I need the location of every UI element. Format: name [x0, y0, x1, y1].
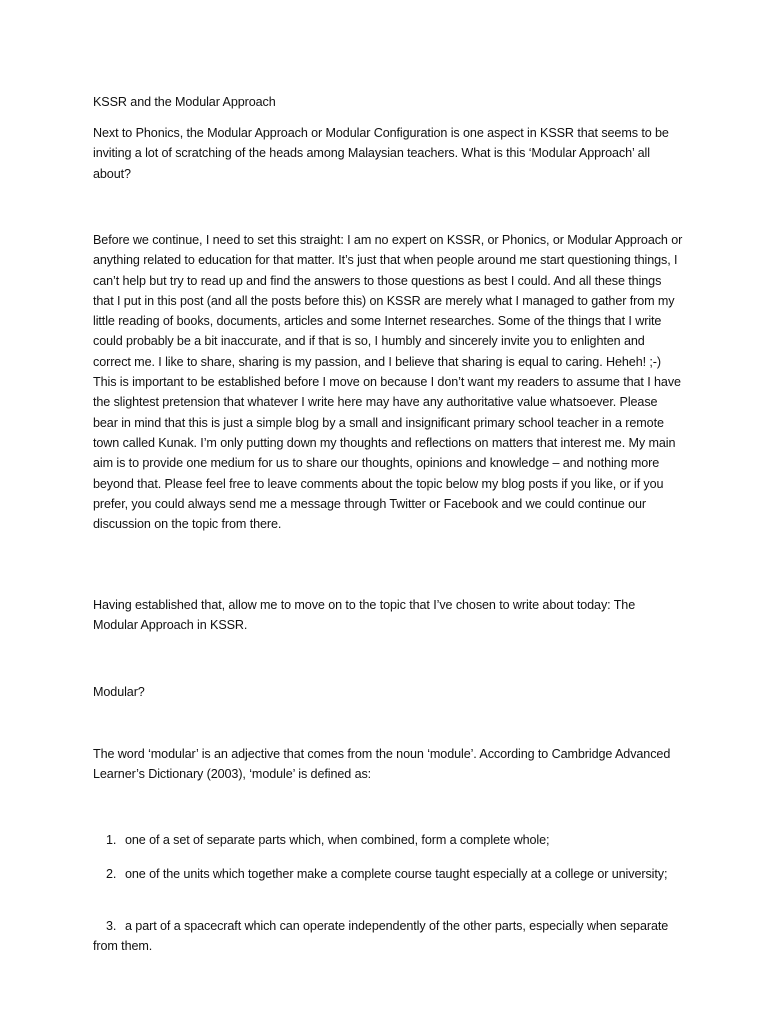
transition-paragraph: Having established that, allow me to move on to the topic that I’ve chosen to write about today: The Modular Approach in KSSR. [93, 598, 636, 633]
definition-list-item [93, 830, 683, 850]
definition-list-item [93, 916, 683, 957]
intro-paragraph: Next to Phonics, the Modular Approach or Modular Configuration is one aspect in KSSR that seems to be inviting a lot of scratching of the heads among Malaysian teachers. What is this ‘Modular Approach’ all about? [93, 126, 669, 181]
list-number: 3. [106, 919, 117, 933]
section-heading: Modular? [93, 685, 145, 699]
definition-intro-paragraph: The word ‘modular’ is an adjective that comes from the noun ‘module’. According to Cambridge Advanced Learner’s Dictionary (2003), ‘module’ is defined as: [93, 747, 671, 782]
list-text: one of the units which together make a complete course taught especially at a college or university; [125, 867, 668, 881]
list-text: one of a set of separate parts which, when combined, form a complete whole; [125, 833, 550, 847]
list-text: a part of a spacecraft which can operate independently of the other parts, especially when separate from them. [93, 919, 669, 954]
list-number: 1. [106, 833, 117, 847]
definition-list-item [93, 864, 683, 884]
document-title: KSSR and the Modular Approach [93, 95, 276, 109]
list-number: 2. [106, 867, 117, 881]
disclaimer-paragraph: Before we continue, I need to set this straight: I am no expert on KSSR, or Phonics, or Modular Approach or anything related to education for that matter. It’s just that when people around me start questioning things, I can’t help but try to read up and find the answers to those questions as best I could. And all these things that I put in this post (and all the posts before this) on KSSR are merely what I managed to gather from my little reading of books, documents, articles and some Internet researches. Some of the things that I write could probably be a bit inaccurate, and if that is so, I humbly and sincerely invite you to enlighten and correct me. I like to share, sharing is my passion, and I believe that sharing is equal to caring. Heheh! ;-) This is important to be established before I move on because I don’t want my readers to assume that I have the slightest pretension that whatever I write here may have any authoritative value whatsoever. Please bear in mind that this is just a simple blog by a small and insignificant primary school teacher in a remote town called Kunak. I’m only putting down my thoughts and reflections on matters that interest me. My main aim is to provide one medium for us to share our thoughts, opinions and knowledge – and nothing more beyond that. Please feel free to leave comments about the topic below my blog posts if you like, or if you prefer, you could always send me a message through Twitter or Facebook and we could continue our discussion on the topic from there. [93, 233, 683, 532]
